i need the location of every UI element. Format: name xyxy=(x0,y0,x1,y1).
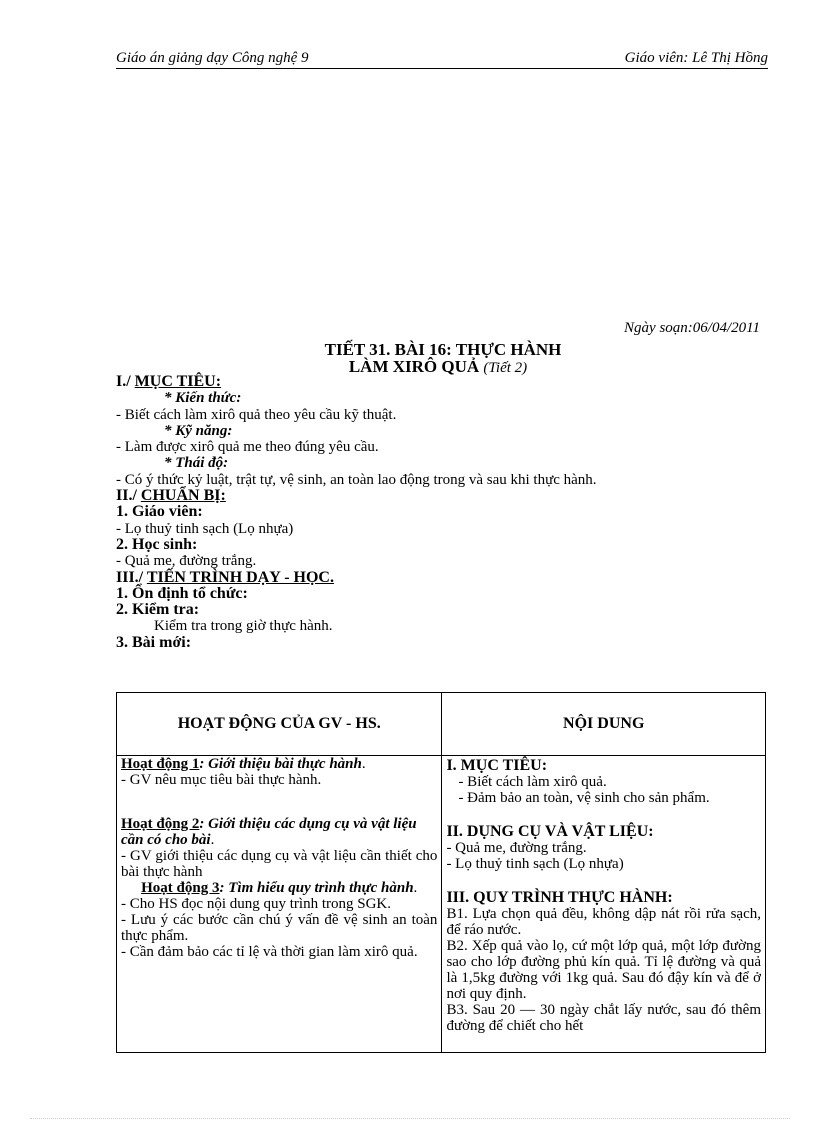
procedure-step-3: B3. Sau 20 — 30 ngày chắt lấy nước, sau đó thêm đường để chiết cho hết xyxy=(446,1002,761,1034)
col-content: NỘI DUNG xyxy=(442,693,766,756)
activities-cell xyxy=(117,756,442,1053)
lesson-period: (Tiết 2) xyxy=(483,360,528,376)
col-activities: HOẠT ĐỘNG CỦA GV - HS. xyxy=(117,693,442,756)
procedure-step-1: B1. Lựa chọn quả đều, không dập nát rồi rửa sạch, để ráo nước. xyxy=(446,906,761,938)
content-objective-1: - Biết cách làm xirô quả. xyxy=(458,774,607,790)
preparation-heading: II./ CHUẨN BỊ: xyxy=(116,487,226,505)
teacher-text: - Lọ thuỷ tinh sạch (Lọ nhựa) xyxy=(116,520,294,537)
activity-3-text-1: - Cho HS đọc nội dung quy trình trong SGK. xyxy=(121,896,391,912)
activity-table xyxy=(116,692,766,1053)
knowledge-label: * Kiến thức: xyxy=(164,390,242,407)
step-1: 1. Ổn định tổ chức: xyxy=(116,584,248,602)
content-procedure: III. QUY TRÌNH THỰC HÀNH: xyxy=(446,889,673,906)
table-row xyxy=(117,756,766,1053)
content-tool-1: - Quả me, đường trắng. xyxy=(446,840,587,856)
step-3: 3. Bài mới: xyxy=(116,633,192,651)
activity-2-text: - GV giới thiệu các dụng cụ và vật liệu cần thiết cho bài thực hành xyxy=(121,848,438,880)
attitude-text: - Có ý thức kỷ luật, trật tự, vệ sinh, an toàn lao động trong và sau khi thực hành. xyxy=(116,471,597,488)
prepared-date: Ngày soạn:06/04/2011 xyxy=(624,320,760,336)
lesson-subtitle-text: LÀM XIRÔ QUẢ xyxy=(348,357,480,376)
content-tools: II. DỤNG CỤ VÀ VẬT LIỆU: xyxy=(446,823,654,840)
lesson-title: TIẾT 31. BÀI 16: THỰC HÀNH xyxy=(324,340,562,359)
student-text: - Quả me, đường trắng. xyxy=(116,553,257,570)
knowledge-text: - Biết cách làm xirô quả theo yêu cầu kỹ thuật. xyxy=(116,406,397,423)
attitude-label: * Thái độ: xyxy=(164,455,229,472)
teacher-label: 1. Giáo viên: xyxy=(116,503,203,521)
process-heading: III./ TIẾN TRÌNH DẠY - HỌC. xyxy=(116,568,334,586)
table-header-row xyxy=(117,693,766,756)
step-2: 2. Kiểm tra: xyxy=(116,601,200,619)
lesson-body xyxy=(116,374,756,651)
header-teacher: Giáo viên: Lê Thị Hồng xyxy=(624,50,768,66)
activity-1: Hoạt động 1: Giới thiệu bài thực hành. xyxy=(121,756,366,772)
page-footer-line xyxy=(30,1118,790,1119)
page-header xyxy=(116,50,768,69)
header-course: Giáo án giảng dạy Công nghệ 9 xyxy=(116,50,309,66)
content-cell xyxy=(442,756,766,1053)
content-tool-2: - Lọ thuỷ tinh sạch (Lọ nhựa) xyxy=(446,856,624,872)
objectives-heading: I./ MỤC TIÊU: xyxy=(116,373,222,390)
activity-2: Hoạt động 2: Giới thiệu các dụng cụ và vật liệu cần có cho bài. xyxy=(121,816,417,848)
activity-3-text-2: - Lưu ý các bước cần chú ý vấn đề vệ sinh an toàn thực phẩm. xyxy=(121,912,438,944)
content-objectives: I. MỤC TIÊU: xyxy=(446,757,548,774)
activity-3-text-3: - Cần đảm bảo các tỉ lệ và thời gian làm xirô quả. xyxy=(121,944,418,960)
skill-text: - Làm được xirô quả me theo đúng yêu cầu. xyxy=(116,439,379,456)
content-objective-2: - Đảm bảo an toàn, vệ sinh cho sản phẩm. xyxy=(458,790,710,806)
procedure-step-2: B2. Xếp quả vào lọ, cứ một lớp quả, một lớp đường sao cho lớp đường phủ kín quả. Tỉ lệ đường và quả là 1,5kg đường với 1kg quả. Sau đó đậy kín và để ở nơi quy định. xyxy=(446,938,761,1002)
step-2-text: Kiểm tra trong giờ thực hành. xyxy=(154,618,333,635)
activity-3: Hoạt động 3: Tìm hiểu quy trình thực hành. xyxy=(141,880,418,896)
activity-1-text: - GV nêu mục tiêu bài thực hành. xyxy=(121,772,322,788)
skill-label: * Kỹ năng: xyxy=(164,422,233,439)
student-label: 2. Học sinh: xyxy=(116,535,198,553)
